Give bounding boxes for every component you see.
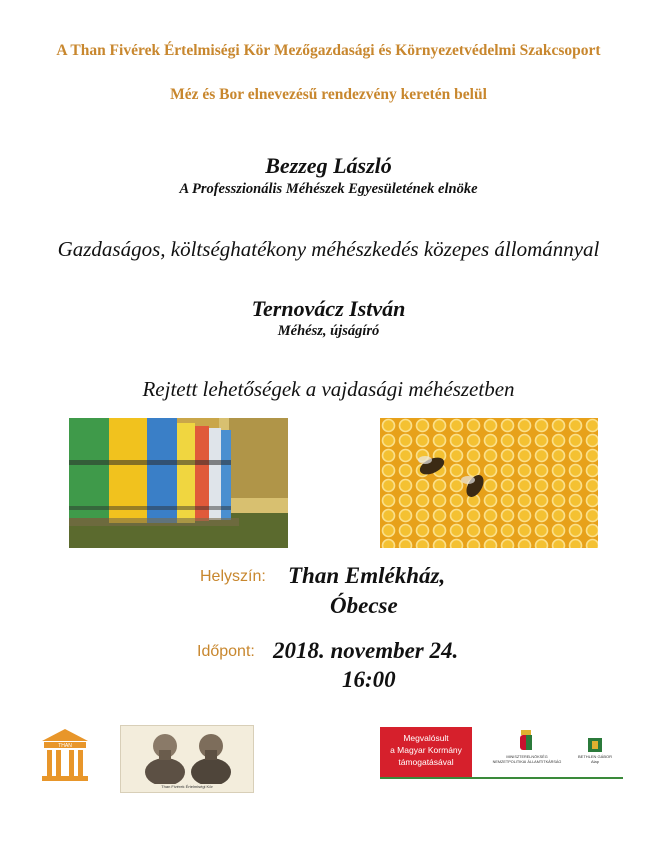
bethlen-line-1: BETHLEN GÁBOR (577, 754, 612, 759)
speaker-2-talk: Rejtett lehetőségek a vajdasági méhészetben (142, 377, 515, 401)
bethlen-gabor-icon (588, 738, 602, 752)
bethlen-gabor-logo (575, 754, 615, 764)
banner-divider (380, 777, 623, 779)
portrait-caption: Than Fivérek Értelmiségi Kör (161, 784, 213, 789)
government-support-banner (380, 727, 472, 777)
location-venue: Than Emlékház, (288, 563, 446, 588)
ministry-line-1: MINISZTERELNÖKSÉG (506, 755, 548, 759)
event-date: 2018. november 24. (273, 638, 459, 663)
honeycomb-photo (380, 418, 598, 548)
bethlen-line-2: Alap (590, 759, 599, 764)
hungarian-crest-icon (518, 730, 534, 752)
speaker-2-name: Ternovácz István (251, 296, 406, 321)
than-brothers-portraits (120, 725, 254, 793)
event-time: 16:00 (342, 667, 396, 692)
speaker-2-role: Méhész, újságíró (277, 323, 380, 339)
location-city: Óbecse (330, 593, 398, 618)
event-subtitle: Méz és Bor elnevezésű rendezvény keretén belül (170, 86, 487, 103)
support-line-1: Megvalósult (403, 733, 449, 743)
support-line-2: a Magyar Kormány (390, 745, 462, 755)
organizer-title: A Than Fivérek Értelmiségi Kör Mezőgazdasági és Környezetvédelmi Szakcsoport (56, 42, 601, 59)
time-label: Időpont: (197, 643, 255, 660)
ministry-line-2: NEMZETPOLITIKAI ÁLLAMTITKÁRSÁG (492, 760, 562, 764)
ministry-logo (482, 755, 572, 765)
portraits-illustration (121, 726, 253, 784)
speaker-1-talk: Gazdaságos, költséghatékony méhészkedés közepes állománnyal (57, 237, 600, 261)
support-line-3: támogatásával (398, 757, 454, 767)
than-logo-text: THAN (58, 743, 72, 749)
speaker-1-role: A Professzionális Méhészek Egyesületének elnöke (179, 181, 478, 197)
beehives-photo (69, 418, 288, 548)
than-logo (40, 727, 90, 782)
speaker-1-name: Bezzeg László (265, 153, 392, 178)
location-label: Helyszín: (200, 568, 266, 585)
